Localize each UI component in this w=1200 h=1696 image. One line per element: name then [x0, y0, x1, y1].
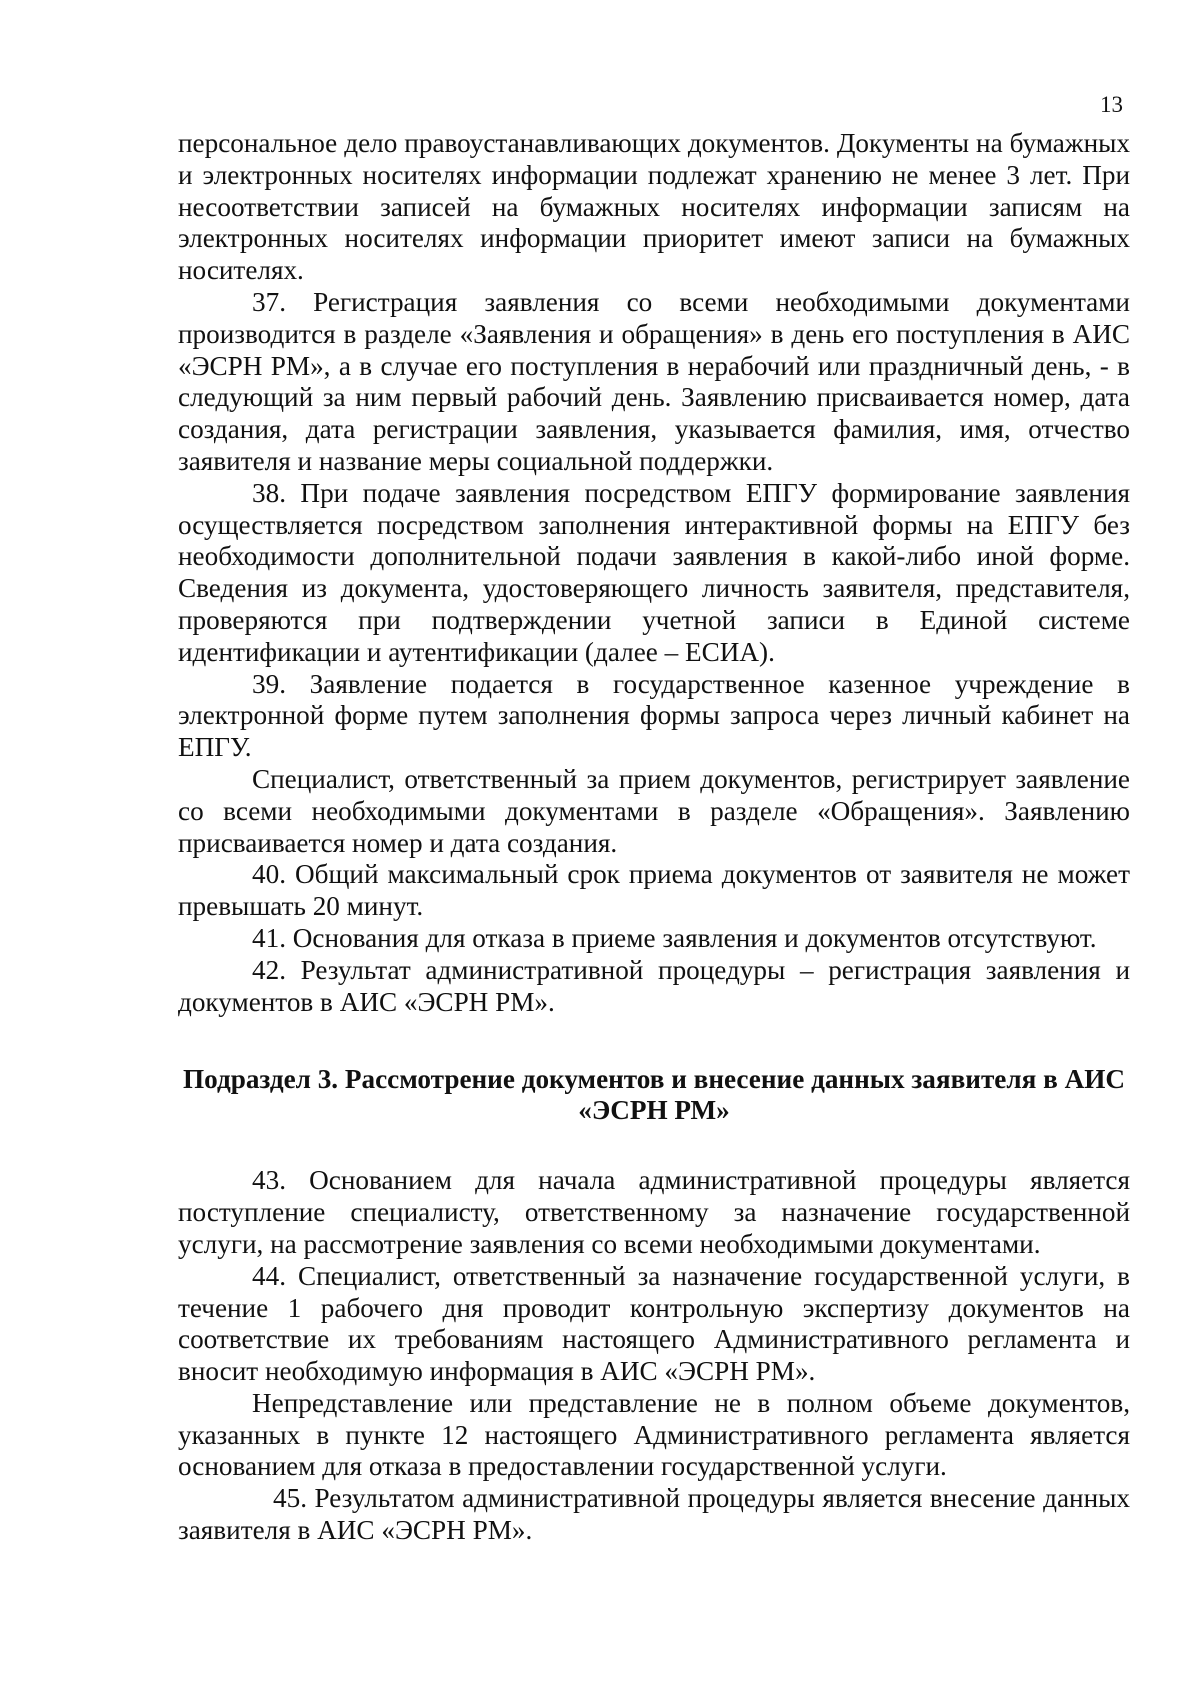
paragraph-42: 42. Результат административной процедуры – регистрация заявления и документов в АИС «ЭСРН РМ».: [178, 954, 1130, 1017]
paragraph-38: 38. При подаче заявления посредством ЕПГУ формирование заявления осуществляется посредством заполнения интерактивной формы на ЕПГУ без необходимости дополнительной подачи заявления в какой-либо иной форме. Сведения из документа, удостоверяющего личность заявителя, представителя, проверяются при подтверждении учетной записи в Единой системе идентификации и аутентификации (далее – ЕСИА).: [178, 477, 1130, 667]
paragraph-41: 41. Основания для отказа в приеме заявления и документов отсутствуют.: [252, 922, 1097, 953]
subsection-heading: Подраздел 3. Рассмотрение документов и внесение данных заявителя в АИС «ЭСРН РМ»: [182, 1064, 1126, 1126]
paragraph-37: 37. Регистрация заявления со всеми необходимыми документами производится в разделе «Заявления и обращения» в день его поступления в АИС «ЭСРН РМ», а в случае его поступления в нерабочий или праздничный день, - в следующий за ним первый рабочий день. Заявлению присваивается номер, дата создания, дата регистрации заявления, указывается фамилия, имя, отчество заявителя и название меры социальной поддержки.: [178, 286, 1130, 476]
paragraph-39: 39. Заявление подается в государственное казенное учреждение в электронной форме путем заполнения формы запроса через личный кабинет на ЕПГУ.: [178, 668, 1130, 763]
paragraph-44: 44. Специалист, ответственный за назначение государственной услуги, в течение 1 рабочего дня проводит контрольную экспертизу документов на соответствие их требованиям настоящего Административного регламента и вносит необходимую информация в АИС «ЭСРН РМ».: [178, 1260, 1130, 1387]
page-number: 13: [1100, 92, 1123, 117]
document-body: [178, 128, 1130, 1547]
paragraph-specialist-registration: Специалист, ответственный за прием документов, регистрирует заявление со всеми необходимыми документами в разделе «Обращения». Заявлению присваивается номер и дата создания.: [178, 763, 1130, 858]
paragraph-45: 45. Результатом административной процедуры является внесение данных заявителя в АИС «ЭСРН РМ».: [178, 1483, 1130, 1546]
paragraph-continuation: персональное дело правоустанавливающих документов. Документы на бумажных и электронных носителях информации подлежат хранению не менее 3 лет. При несоответствии записей на бумажных носителях информации записям на электронных носителях информации приоритет имеют записи на бумажных носителях.: [178, 128, 1130, 286]
paragraph-40: 40. Общий максимальный срок приема документов от заявителя не может превышать 20 минут.: [178, 859, 1130, 922]
paragraph-43: 43. Основанием для начала административной процедуры является поступление специалисту, ответственному за назначение государственной услуги, на рассмотрение заявления со всеми необходимыми документами.: [178, 1165, 1130, 1259]
paragraph-non-submission: Непредставление или представление не в полном объеме документов, указанных в пункте 12 настоящего Административного регламента является основанием для отказа в предоставлении государственной услуги.: [178, 1387, 1130, 1482]
